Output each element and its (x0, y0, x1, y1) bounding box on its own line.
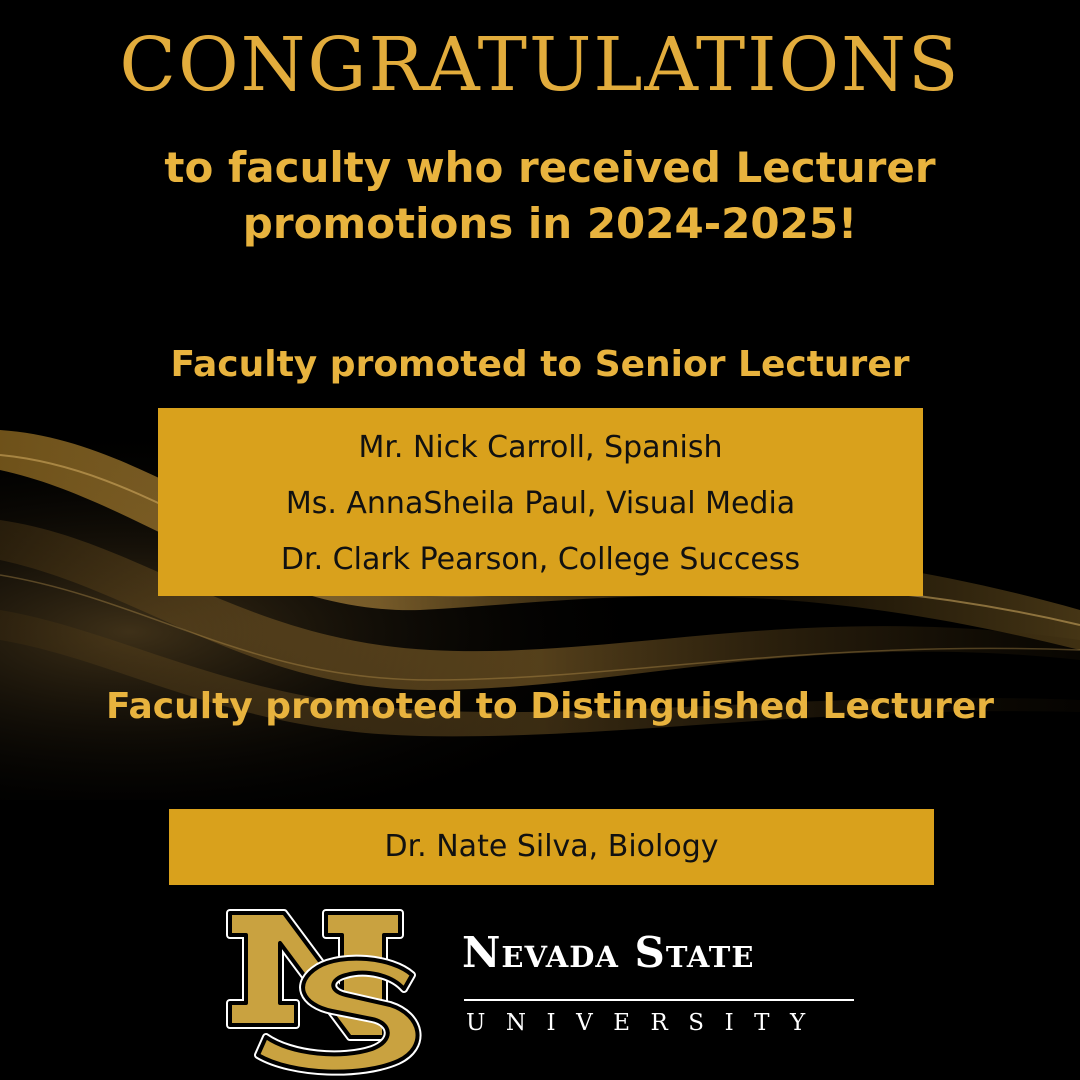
faculty-name: Dr. Nate Silva, Biology (384, 829, 719, 864)
university-name: Nevada State (462, 928, 755, 977)
distinguished-lecturer-heading: Faculty promoted to Distinguished Lecturer (106, 686, 994, 727)
faculty-name: Ms. AnnaSheila Paul, Visual Media (285, 486, 796, 521)
faculty-name: Dr. Clark Pearson, College Success (280, 542, 801, 577)
university-subtitle: UNIVERSITY (466, 1010, 826, 1036)
senior-lecturer-name-box (158, 408, 923, 596)
distinguished-lecturer-name-box (169, 809, 934, 885)
subheadline: to faculty who received Lecturer promotions in 2024-2025! (164, 143, 936, 248)
ns-monogram-logo (222, 905, 432, 1077)
senior-lecturer-heading: Faculty promoted to Senior Lecturer (170, 344, 910, 385)
faculty-name: Mr. Nick Carroll, Spanish (358, 430, 723, 465)
headline: CONGRATULATIONS (119, 22, 961, 108)
wordmark-divider (464, 999, 854, 1001)
